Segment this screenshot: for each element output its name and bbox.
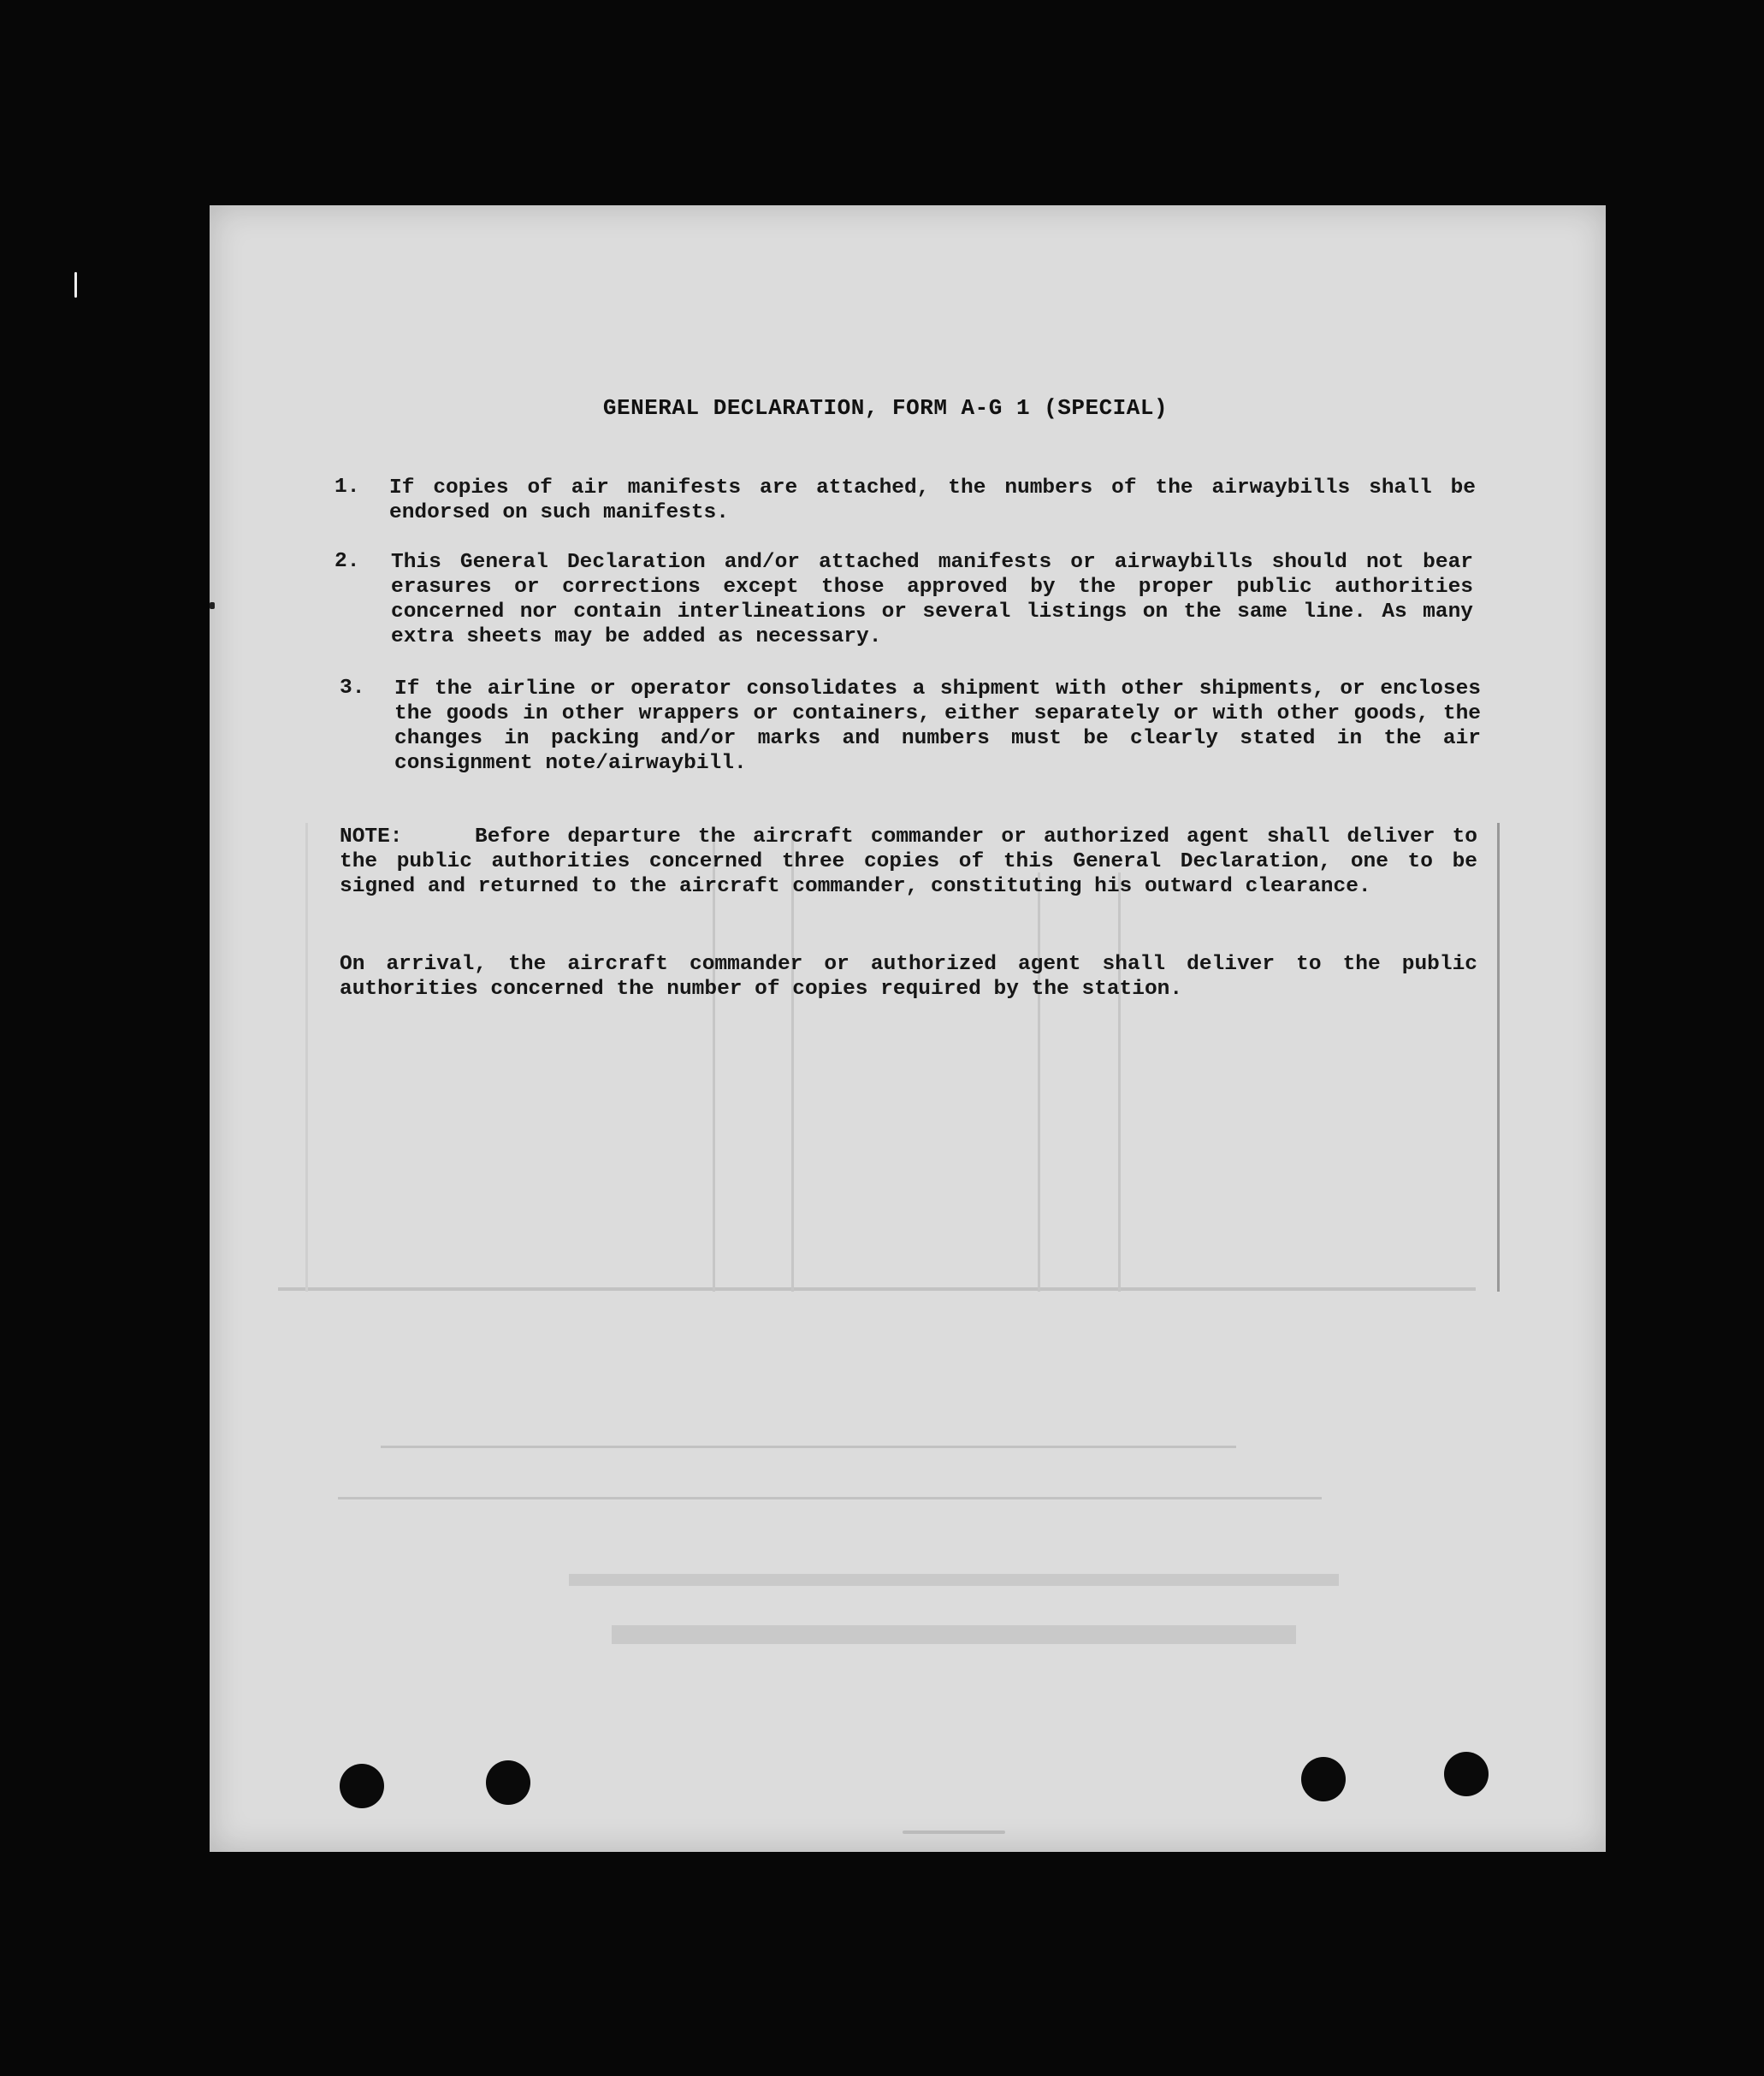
punch-hole: [486, 1760, 530, 1805]
arrival-paragraph: On arrival, the aircraft commander or authorized agent shall deliver to the public authorities concerned the number of copies required by the station.: [340, 953, 1477, 1001]
note-paragraph: [340, 825, 1477, 899]
document-page: [210, 205, 1606, 1852]
scan-artifact: [210, 602, 215, 609]
item-3-text: If the airline or operator consolidates a shipment with other shipments, or encloses the goods in other wrappers or containers, either separately or with other goods, the changes in packing and/or marks and numbers must be clearly stated in the air consignment note/airwaybill.: [394, 677, 1481, 775]
scan-artifact: [74, 272, 77, 298]
item-3-number: 3.: [340, 677, 365, 700]
note-text: Before departure the aircraft commander or authorized agent shall deliver to the public authorities concerned three copies of this General Declaration, one to be signed and returned to the aircraft commander, constituting his outward clearance.: [340, 825, 1477, 898]
punch-hole: [340, 1764, 384, 1808]
item-1-number: 1.: [334, 476, 360, 499]
item-1-text: If copies of air manifests are attached, the numbers of the airwaybills shall be endorsed on such manifests.: [389, 476, 1476, 524]
note-label: NOTE:: [340, 825, 403, 849]
punch-hole: [1301, 1757, 1346, 1801]
item-2-number: 2.: [334, 550, 360, 573]
document-title: GENERAL DECLARATION, FORM A-G 1 (SPECIAL): [602, 395, 1169, 421]
punch-hole: [1444, 1752, 1489, 1796]
item-2-text: This General Declaration and/or attached manifests or airwaybills should not bear erasures or corrections except those approved by the proper public authorities concerned nor contain interlineations or several listings on the same line. As many extra sheets may be added as necessary.: [391, 551, 1473, 648]
scan-artifact: [903, 1831, 1005, 1834]
